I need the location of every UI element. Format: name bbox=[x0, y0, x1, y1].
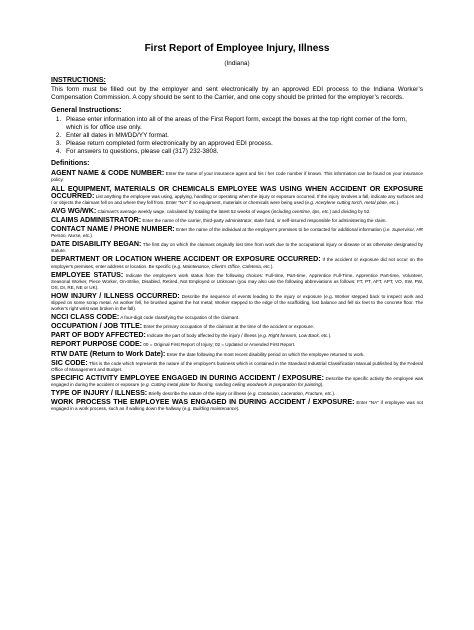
definition-term: EMPLOYEE STATUS: bbox=[51, 270, 124, 279]
definition-item bbox=[51, 360, 423, 373]
definition-item bbox=[51, 293, 423, 312]
definition-description: Enter the primary occupation of the claimant at the time of the accident or exposure. bbox=[143, 324, 315, 330]
general-instruction-item: 4. For answers to questions, please call (317) 232-3808. bbox=[63, 148, 423, 156]
definition-item bbox=[51, 186, 423, 206]
general-instructions-list bbox=[51, 116, 423, 155]
definition-description: The first day on which the claimant originally lost time from work due to the occupational injury or disease or as otherwise designated by statute. bbox=[51, 242, 423, 254]
definition-description: Describe the specific activity the employee was engaged in during the accident or exposure ( bbox=[51, 375, 424, 387]
definition-term: HOW INJURY / ILLNESS OCCURRED: bbox=[51, 291, 180, 300]
definition-item bbox=[51, 226, 423, 239]
definition-description: Enter the name of the carrier, third-party administrator, state fund, or self-insured responsible for administering the claim. bbox=[142, 217, 387, 223]
definition-term: REPORT PURPOSE CODE: bbox=[51, 340, 143, 349]
definition-item bbox=[51, 170, 423, 183]
definition-description: Enter the name of your insurance agent and his / her code number if known. This information can be found on your insurance policy. bbox=[51, 171, 423, 183]
definition-term: NCCI CLASS CODE: bbox=[51, 313, 120, 322]
definition-description: Indicate the employee's work status from the following choices: Full-time, Part-time, Apprentice Full-Time, Apprentice Part-time, Volunteer, Seasonal Worker, Piece Worker, On-Strike, Disabled, Retired, Not Employed or Unknown (you may also use the following abbreviations as follows: FT, PT, AFT, APT, VO, SW, PW, OS, DI, RE, NE or UK). bbox=[51, 272, 423, 290]
definition-item bbox=[51, 375, 423, 388]
document-title: First Report of Employee Injury, Illness bbox=[144, 43, 330, 54]
definition-description: Enter "NA" if employee was not engaged in a work process, such as if walking down the hallway ( bbox=[51, 400, 424, 412]
definition-example: e.g. Right forearm, Low Back, etc. bbox=[259, 333, 329, 339]
definition-term: SIC CODE: bbox=[51, 358, 88, 367]
definition-tail: ). bbox=[320, 381, 324, 387]
definition-description: This is the code which represents the nature of the employer's business which is contained in the Standard Industrial Classification Manual published by the Federal Office of Management and Budget. bbox=[51, 360, 423, 372]
definition-tail: ). bbox=[328, 333, 332, 339]
definition-tail: ). bbox=[236, 406, 240, 412]
definition-term: DEPARTMENT OR LOCATION WHERE ACCIDENT OR EXPOSURE OCCURRED: bbox=[51, 255, 321, 264]
definition-item bbox=[51, 390, 423, 397]
definition-description: Enter the name of the individual at the employer's premises to be contacted for additional information ( bbox=[176, 227, 385, 233]
definition-item bbox=[51, 256, 423, 269]
definition-description: Enter the date following the most recent disability period on which the employee returned to work. bbox=[166, 351, 365, 357]
instructions-heading: INSTRUCTIONS: bbox=[51, 77, 106, 84]
definition-term: PART OF BODY AFFECTED: bbox=[51, 331, 146, 340]
definition-description: Claimant's average weekly wage, calculated by totaling the latest 52 weeks of wages ( bbox=[97, 208, 273, 214]
definition-item bbox=[51, 314, 423, 321]
definition-description: Describe the sequence of events leading to the injury or exposure (e.g. Worker stepped back to inspect work and slipped on some scrap metal. As worker fell, he brushed against the hot metal; Worker stepped to the edge of the scaffolding, lost balance and fell six feet to the concrete floor. The worker's right wrist was broken in the fall). bbox=[51, 293, 423, 312]
definition-term: RTW DATE (Return to Work Date): bbox=[51, 349, 166, 358]
definition-tail: ) and dividing by 52. bbox=[329, 208, 371, 214]
definition-term: OCCUPATION / JOB TITLE: bbox=[51, 322, 143, 331]
definition-description: If the accident or exposure did not occur on the employer's premises, enter address or location. Be specific ( bbox=[51, 257, 423, 269]
definition-item bbox=[51, 351, 423, 358]
definition-term: DATE DISABILITY BEGAN: bbox=[51, 240, 142, 249]
definition-item bbox=[51, 272, 423, 291]
definition-item bbox=[51, 208, 423, 215]
definition-description: Briefly describe the nature of the injury or illness ( bbox=[148, 391, 250, 397]
definition-example: i.e. Supervisor, HR Person, Nurse, etc. bbox=[51, 227, 423, 239]
definition-term: CONTACT NAME / PHONE NUMBER: bbox=[51, 225, 175, 234]
definition-description: 00 = Original First Report of Injury; 02 = Updated or Amended First Report. bbox=[143, 342, 296, 348]
definition-description: List anything the employee was using, applying, handling or operating when the injury or exposure occurred. If the injury involves a fall, indicate any surfaces and / or objects the claimant fell on and where they fell from. Enter "NA" if no equipment, materials or chemicals were being used ( bbox=[51, 193, 423, 205]
instructions-intro: This form must be filled out by the employer and sent electronically by an approved EDI process to the Indiana Worker’s Compensation Commission. A copy should be sent to the Carrier, and one copy should be printed for the employer’s records. bbox=[51, 86, 423, 101]
definition-item bbox=[51, 241, 423, 254]
definition-item bbox=[51, 332, 423, 339]
definition-description: Indicate the part of body affected by the injury / illness ( bbox=[147, 333, 260, 339]
general-instruction-item: 1. Please enter information into all of the areas of the First Report form, except the boxes at the top right corner of the form, which is for office use only. bbox=[63, 116, 423, 132]
definition-example: e.g. Contusion, Laceration, Fracture, etc. bbox=[249, 391, 333, 397]
definition-term: SPECIFIC ACTIVITY EMPLOYEE ENGAGED IN DURING ACCIDENT / EXPOSURE: bbox=[51, 373, 324, 382]
definition-term: WORK PROCESS THE EMPLOYEE WAS ENGAGED IN DURING ACCIDENT / EXPOSURE: bbox=[51, 398, 355, 407]
definition-description: A four-digit code classifying the occupation of the claimant. bbox=[120, 315, 240, 321]
general-instructions-heading: General Instructions: bbox=[51, 107, 122, 115]
document-subtitle: (Indiana) bbox=[224, 60, 250, 67]
definition-example: including overtime, tips, etc. bbox=[272, 208, 330, 214]
definition-example: e.g. Acetylene cutting torch, metal plate, etc. bbox=[306, 199, 397, 205]
general-instruction-item: 2. Enter all dates in MM/DD/YY format. bbox=[63, 132, 423, 140]
definition-term: AGENT NAME & CODE NUMBER: bbox=[51, 169, 165, 178]
definition-tail: ). bbox=[396, 199, 400, 205]
definition-item bbox=[51, 323, 423, 330]
definition-term: AVG WG/WK: bbox=[51, 206, 97, 215]
general-instruction-item: 3. Please return completed form electronically by an approved EDI process. bbox=[63, 140, 423, 148]
definition-example: e.g. Building maintenance bbox=[183, 406, 237, 412]
definition-term: CLAIMS ADMINISTRATOR: bbox=[51, 215, 142, 224]
definition-term: TYPE OF INJURY / ILLNESS: bbox=[51, 389, 148, 398]
definition-item bbox=[51, 341, 423, 348]
definition-item bbox=[51, 399, 423, 412]
definition-tail: ). bbox=[270, 263, 274, 269]
definition-tail: ) bbox=[90, 233, 92, 239]
definitions-list bbox=[51, 170, 423, 412]
definitions-heading: Definitions: bbox=[51, 160, 90, 168]
definition-example: e.g. Maintenance, Client's Office, Cafeteria, etc. bbox=[173, 263, 271, 269]
definition-tail: ). bbox=[332, 391, 336, 397]
definition-item bbox=[51, 217, 423, 224]
definition-example: e.g. Cutting metal plate for flooring, sanding ceiling woodwork in preparation for painting bbox=[142, 381, 321, 387]
definition-term: ALL EQUIPMENT, MATERIALS OR CHEMICALS EMPLOYEE WAS USING WHEN ACCIDENT OR EXPOSURE OCCURRED: bbox=[51, 184, 423, 200]
